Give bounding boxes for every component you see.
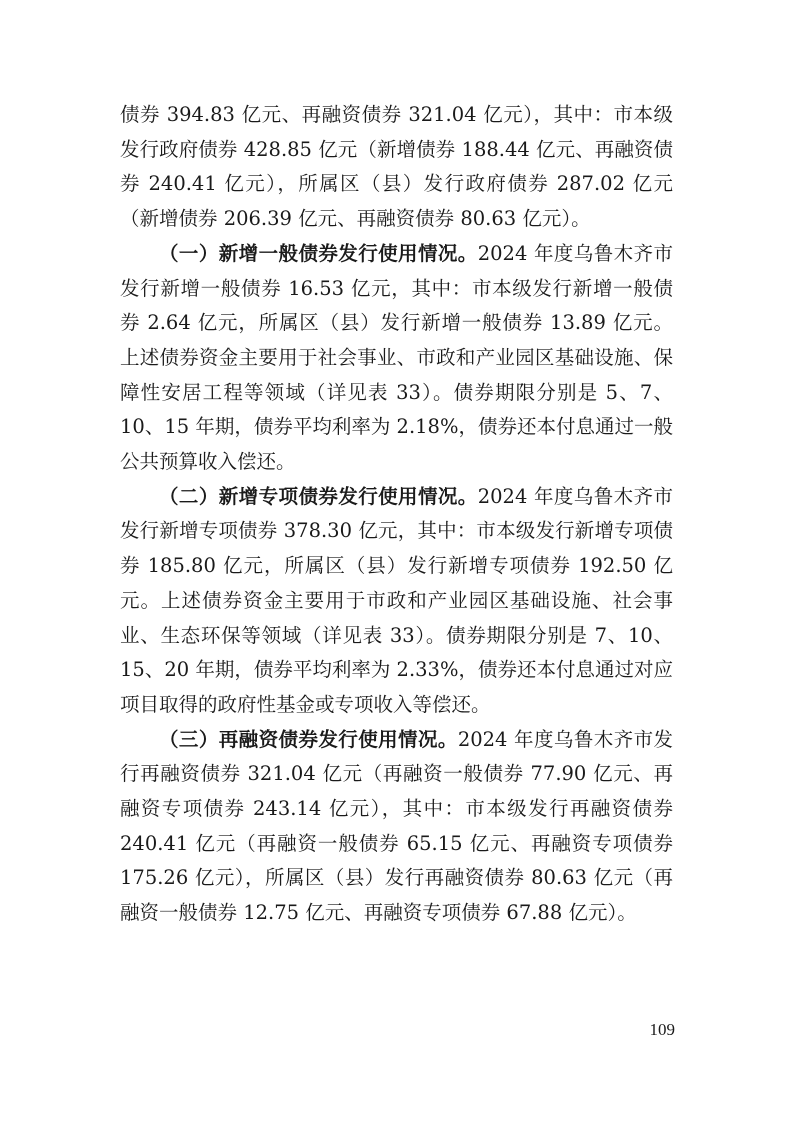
paragraph-continuation bbox=[120, 98, 673, 237]
section-heading-refinancing-bonds: （三）再融资债券发行使用情况。 bbox=[159, 727, 458, 751]
table-reference: 详见表 bbox=[322, 623, 383, 647]
paragraph-new-special-bonds bbox=[120, 480, 673, 723]
paragraph-text: 债券 394.83 亿元、再融资债券 321.04 亿元），其中：市本级发行政府债券 428.85 亿元（新增债券 188.44 亿元、再融资债券 240.41 亿元），所属区（县）发行政府债券 287.02 亿元（新增债券 206.39 亿元、再融资债券 80.63 亿元）。 bbox=[120, 103, 673, 231]
paragraph-text: 2024 年度乌鲁木齐市发行再融资债券 321.04 亿元（再融资一般债券 77.90 亿元、再融资专项债券 243.14 亿元），其中：市本级发行再融资债券 240.41 亿元（再融资一般债券 65.15 亿元、再融资专项债券 175.26 亿元），所属区（县）发行再融资债券 80.63 亿元（再融资一般债券 12.75 亿元、再融资专项债券 67.88 亿元）。 bbox=[120, 727, 673, 925]
paragraph-new-general-bonds bbox=[120, 237, 673, 480]
paragraph-refinancing-bonds bbox=[120, 723, 673, 931]
paragraph-text: 2024 年度乌鲁木齐市发行新增专项债券 378.30 亿元，其中：市本级发行新增专项债券 185.80 亿元，所属区（县）发行新增专项债券 192.50 亿元。上述债券资金主要用于市政和产业园区基础设施、社会事业、生态环保等领域（ bbox=[120, 484, 673, 647]
table-reference: 详见表 bbox=[326, 380, 389, 404]
page-number: 109 bbox=[649, 1020, 675, 1039]
document-body bbox=[120, 98, 673, 931]
section-heading-special-bonds: （二）新增专项债券发行使用情况。 bbox=[159, 484, 478, 508]
section-heading-general-bonds: （一）新增一般债券发行使用情况。 bbox=[159, 241, 478, 265]
paragraph-text: 2024 年度乌鲁木齐市发行新增一般债券 16.53 亿元，其中：市本级发行新增一般债券 2.64 亿元，所属区（县）发行新增一般债券 13.89 亿元。上述债券资金主要用于社会事业、市政和产业园区基础设施、保障性安居工程等领域（ bbox=[120, 241, 673, 404]
paragraph-text: 33）。债券期限分别是 7、10、15、20 年期，债券平均利率为 2.33%，债券还本付息通过对应项目取得的政府性基金或专项收入等偿还。 bbox=[120, 623, 673, 716]
paragraph-text: 33）。债券期限分别是 5、7、10、15 年期，债券平均利率为 2.18%，债券还本付息通过一般公共预算收入偿还。 bbox=[120, 380, 673, 474]
